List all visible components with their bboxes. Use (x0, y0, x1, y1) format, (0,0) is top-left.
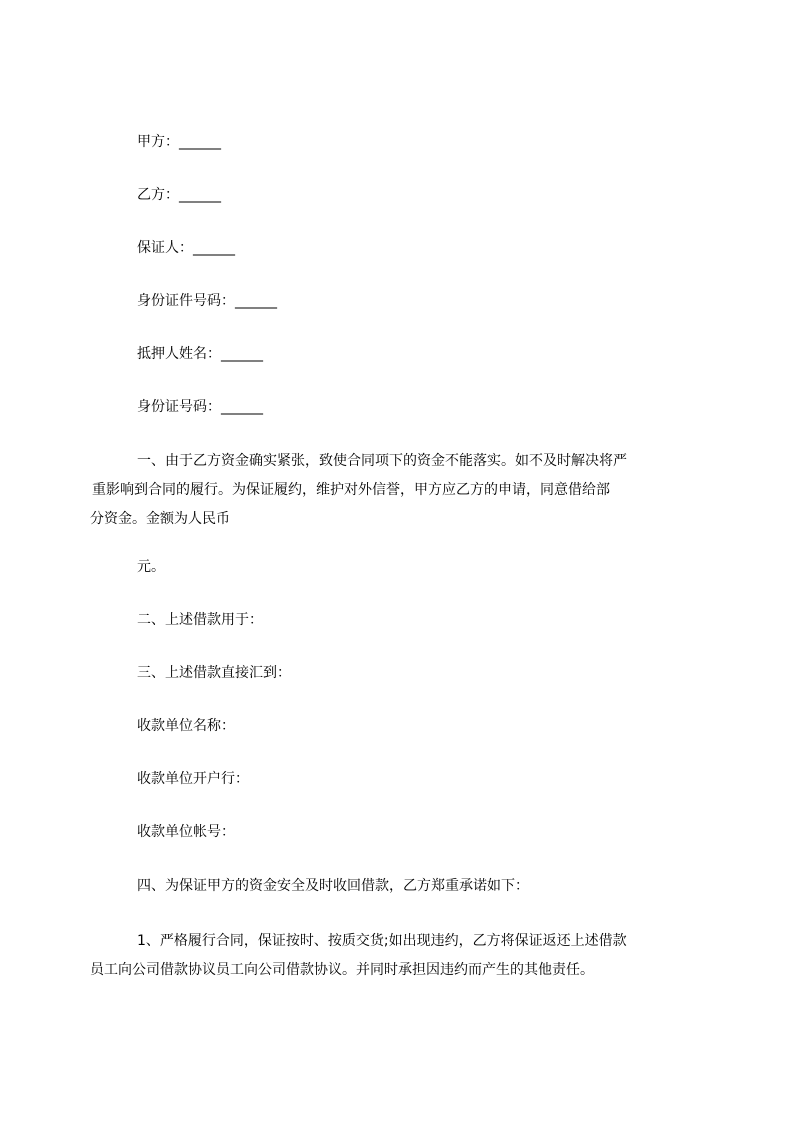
field-blank: ______ (179, 134, 221, 150)
field-blank: ______ (193, 240, 235, 256)
field-blank: ______ (179, 187, 221, 203)
field-label: 身份证号码： (137, 399, 221, 415)
field-party-b (137, 185, 221, 205)
clause-1 (90, 447, 710, 534)
clause-1-unit: 元。 (137, 559, 165, 575)
clause-2: 二、上述借款用于： (137, 612, 263, 628)
field-label: 身份证件号码： (137, 293, 235, 309)
field-mortgagor-name (137, 344, 263, 364)
clause-3: 三、上述借款直接汇到： (137, 665, 291, 681)
item-1-line: 1、严格履行合同，保证按时、按质交货;如出现违约，乙方将保证返还上述借款 (137, 933, 627, 949)
payee-name: 收款单位名称： (137, 718, 235, 734)
field-label: 抵押人姓名： (137, 346, 221, 362)
field-label: 甲方： (137, 134, 179, 150)
payee-account: 收款单位帐号： (137, 824, 235, 840)
field-blank: ______ (235, 293, 277, 309)
payee-bank: 收款单位开户行： (137, 771, 249, 787)
clause-1-line: 重影响到合同的履行。为保证履约，维护对外信誉，甲方应乙方的申请，同意借给部 (92, 482, 610, 498)
clause-1-line: 一、由于乙方资金确实紧张，致使合同项下的资金不能落实。如不及时解决将严 (137, 453, 627, 469)
field-party-a (137, 132, 221, 152)
field-blank: ______ (221, 399, 263, 415)
field-blank: ______ (221, 346, 263, 362)
clause-1-line: 分资金。金额为人民币 (90, 511, 230, 527)
field-id-number (137, 291, 277, 311)
item-1-line: 员工向公司借款协议员工向公司借款协议。并同时承担因违约而产生的其他责任。 (90, 962, 594, 978)
field-label: 乙方： (137, 187, 179, 203)
clause-4: 四、为保证甲方的资金安全及时收回借款，乙方郑重承诺如下： (137, 878, 529, 894)
item-1 (90, 927, 710, 985)
field-label: 保证人： (137, 240, 193, 256)
field-guarantor (137, 238, 235, 258)
field-mortgagor-id (137, 397, 263, 417)
